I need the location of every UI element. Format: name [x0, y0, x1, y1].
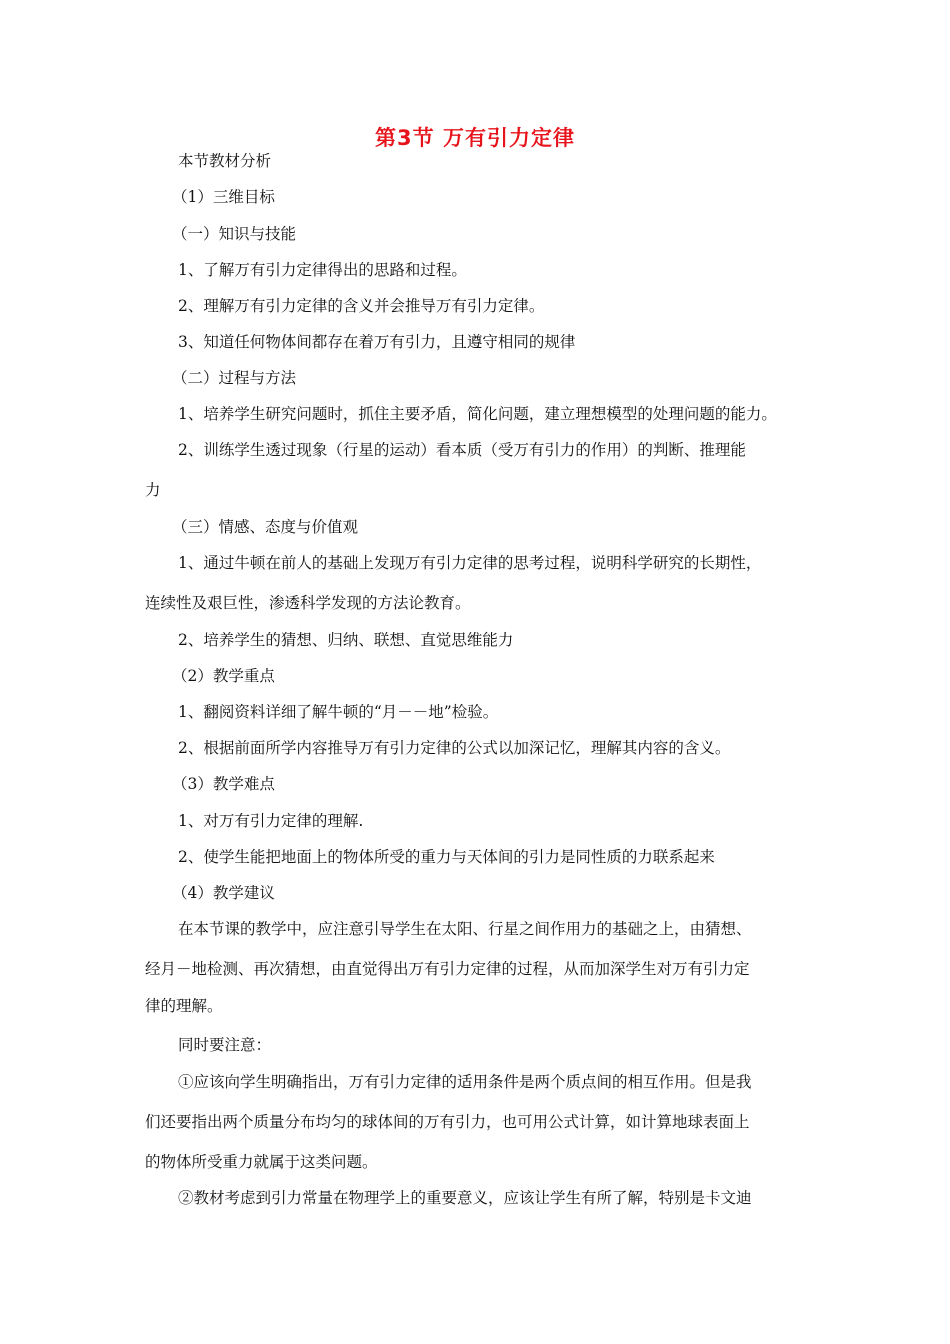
paragraph-line: 1、培养学生研究问题时，抓住主要矛盾，简化问题，建立理想模型的处理问题的能力。 — [178, 405, 777, 423]
document-title: 第3节 万有引力定律 — [375, 126, 575, 150]
section-heading: （4）教学建议 — [172, 884, 275, 902]
section-heading: （3）教学难点 — [172, 775, 275, 793]
paragraph-line: 2、根据前面所学内容推导万有引力定律的公式以加深记忆，理解其内容的含义。 — [178, 739, 731, 757]
paragraph-line: 同时要注意： — [178, 1036, 272, 1054]
paragraph-line: 1、对万有引力定律的理解. — [178, 812, 364, 830]
paragraph-line: 2、理解万有引力定律的含义并会推导万有引力定律。 — [178, 297, 545, 315]
paragraph-line: 经月－地检测、再次猜想，由直觉得出万有引力定律的过程，从而加深学生对万有引力定 — [145, 960, 750, 978]
section-heading: （1）三维目标 — [172, 188, 275, 206]
paragraph-line: 1、翻阅资料详细了解牛顿的“月－－地”检验。 — [178, 703, 499, 721]
paragraph-line: ②教材考虑到引力常量在物理学上的重要意义，应该让学生有所了解，特别是卡文迪 — [178, 1189, 752, 1207]
paragraph-line: 2、培养学生的猜想、归纳、联想、直觉思维能力 — [178, 631, 514, 649]
section-heading: （2）教学重点 — [172, 667, 275, 685]
section-heading: （一）知识与技能 — [172, 225, 297, 243]
paragraph-line: ①应该向学生明确指出，万有引力定律的适用条件是两个质点间的相互作用。但是我 — [178, 1073, 752, 1091]
paragraph-line: 1、了解万有引力定律得出的思路和过程。 — [178, 261, 467, 279]
section-heading: （三）情感、态度与价值观 — [172, 518, 359, 536]
section-heading: 本节教材分析 — [178, 152, 272, 170]
paragraph-line: 2、使学生能把地面上的物体所受的重力与天体间的引力是同性质的力联系起来 — [178, 848, 715, 866]
paragraph-line: 2、训练学生透过现象（行星的运动）看本质（受万有引力的作用）的判断、推理能 — [178, 441, 746, 459]
paragraph-line: 3、知道任何物体间都存在着万有引力，且遵守相同的规律 — [178, 333, 576, 351]
section-heading: （二）过程与方法 — [172, 369, 297, 387]
paragraph-line: 力 — [145, 481, 161, 499]
paragraph-line: 在本节课的教学中，应注意引导学生在太阳、行星之间作用力的基础之上，由猜想、 — [178, 920, 752, 938]
paragraph-line: 们还要指出两个质量分布均匀的球体间的万有引力，也可用公式计算，如计算地球表面上 — [145, 1113, 750, 1131]
paragraph-line: 律的理解。 — [145, 997, 223, 1015]
paragraph-line: 连续性及艰巨性，渗透科学发现的方法论教育。 — [145, 594, 471, 612]
paragraph-line: 1、通过牛顿在前人的基础上发现万有引力定律的思考过程，说明科学研究的长期性， — [178, 554, 762, 572]
paragraph-line: 的物体所受重力就属于这类问题。 — [145, 1153, 378, 1171]
